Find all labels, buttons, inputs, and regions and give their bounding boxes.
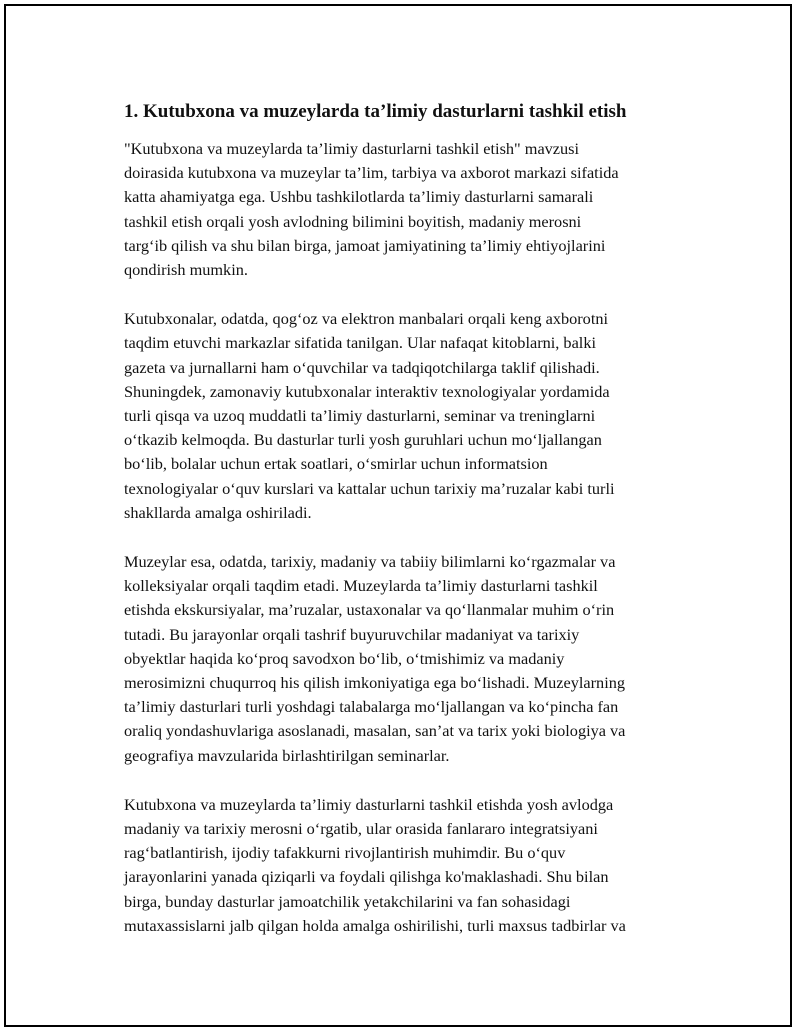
text-line: kolleksiyalar orqali taqdim etadi. Muzeylarda ta’limiy dasturlarni tashkil <box>124 576 598 596</box>
text-line: turli qisqa va uzoq muddatli ta’limiy dasturlarni, seminar va treninglarni <box>124 406 596 426</box>
paragraph-libraries <box>124 307 694 525</box>
text-line: ta’limiy dasturlari turli yoshdagi talabalarga mo‘ljallangan va ko‘pincha fan <box>124 697 619 717</box>
text-line: Muzeylar esa, odatda, tarixiy, madaniy va tabiiy bilimlarni ko‘rgazmalar va <box>124 552 616 572</box>
text-line: merosimizni chuqurroq his qilish imkoniyatiga ega bo‘lishadi. Muzeylarning <box>124 673 626 693</box>
page-frame <box>4 4 792 1027</box>
text-line: tutadi. Bu jarayonlar orqali tashrif buyuruvchilar madaniyat va tarixiy <box>124 624 580 644</box>
text-line: etishda ekskursiyalar, ma’ruzalar, ustaxonalar va qo‘llanmalar muhim o‘rin <box>124 600 615 620</box>
text-line: Shuningdek, zamonaviy kutubxonalar interaktiv texnologiyalar yordamida <box>124 381 610 401</box>
text-line: taqdim etuvchi markazlar sifatida tanilgan. Ular nafaqat kitoblarni, balki <box>124 333 596 353</box>
text-line: rag‘batlantirish, ijodiy tafakkurni rivojlantirish muhimdir. Bu o‘quv <box>124 843 566 863</box>
section-heading: 1. Kutubxona va muzeylarda ta’limiy dasturlarni tashkil etish <box>124 101 627 122</box>
document-body <box>124 99 694 963</box>
paragraph-conclusion <box>124 793 694 938</box>
text-line: Kutubxona va muzeylarda ta’limiy dasturlarni tashkil etishda yosh avlodga <box>124 794 614 814</box>
text-line: doirasida kutubxona va muzeylar ta’lim, tarbiya va axborot markazi sifatida <box>124 163 619 183</box>
text-line: geografiya mavzularida birlashtirilgan seminarlar. <box>124 745 450 765</box>
text-line: obyektlar haqida ko‘proq savodxon bo‘lib, o‘tmishimiz va madaniy <box>124 648 565 668</box>
text-line: "Kutubxona va muzeylarda ta’limiy dasturlarni tashkil etish" mavzusi <box>124 139 580 158</box>
text-line: targ‘ib qilish va shu bilan birga, jamoat jamiyatining ta’limiy ehtiyojlarini <box>124 235 606 255</box>
text-line: madaniy va tarixiy merosni o‘rgatib, ular orasida fanlararo integratsiyani <box>124 819 598 839</box>
text-line: tashkil etish orqali yosh avlodning bilimini boyitish, madaniy merosni <box>124 211 582 231</box>
text-line: birga, bunday dasturlar jamoatchilik yetakchilarini va fan sohasidagi <box>124 891 571 911</box>
text-line: mutaxassislarni jalb qilgan holda amalga oshirilishi, turli maxsus tadbirlar va <box>124 915 626 935</box>
text-line: jarayonlarini yanada qiziqarli va foydali qilishga ko'maklashadi. Shu bilan <box>124 867 609 887</box>
paragraph-intro <box>124 137 694 282</box>
text-line: gazeta va jurnallarni ham o‘quvchilar va tadqiqotchilarga taklif qilishadi. <box>124 357 600 377</box>
text-line: bo‘lib, bolalar uchun ertak soatlari, o‘smirlar uchun informatsion <box>124 454 548 474</box>
text-line: katta ahamiyatga ega. Ushbu tashkilotlarda ta’limiy dasturlarni samarali <box>124 187 594 207</box>
text-line: o‘tkazib kelmoqda. Bu dasturlar turli yosh guruhlari uchun mo‘ljallangan <box>124 430 602 450</box>
text-line: oraliq yondashuvlariga asoslanadi, masalan, san’at va tarix yoki biologiya va <box>124 721 626 741</box>
text-line: texnologiyalar o‘quv kurslari va kattalar uchun tarixiy ma’ruzalar kabi turli <box>124 478 615 498</box>
text-line: shakllarda amalga oshiriladi. <box>124 502 312 522</box>
paragraph-museums <box>124 550 694 768</box>
text-line: Kutubxonalar, odatda, qog‘oz va elektron manbalari orqali keng axborotni <box>124 309 609 329</box>
text-line: qondirish mumkin. <box>124 260 248 280</box>
